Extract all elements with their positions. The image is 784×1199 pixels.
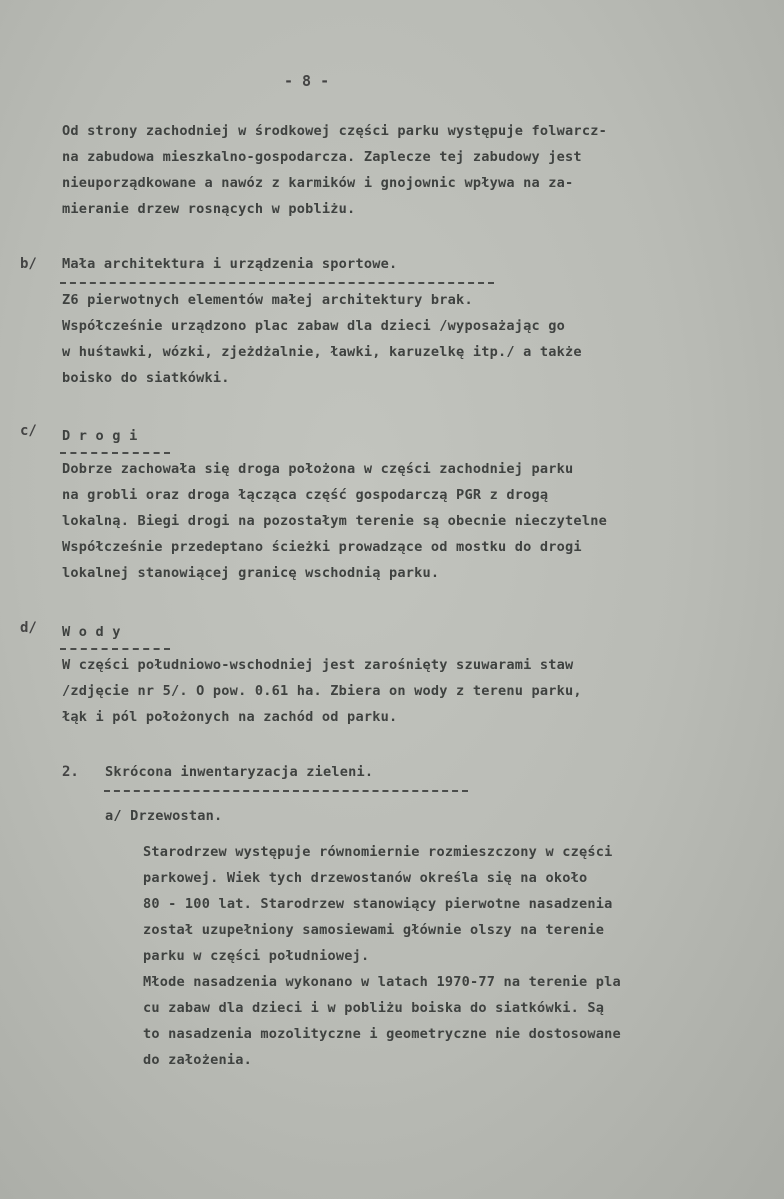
section-c-line: lokalnej stanowiącej granicę wschodnią parku. [62,565,440,581]
section-c-line: Współcześnie przedeptano ścieżki prowadzące od mostku do drogi [62,539,582,555]
section-c-line: lokalną. Biegi drogi na pozostałym terenie są obecnie nieczytelne [62,513,607,529]
section-2-heading: Skrócona inwentaryzacja zieleni. [105,764,374,780]
section-b-line: boisko do siatkówki. [62,370,230,386]
section-2-marker: 2. [62,764,79,780]
intro-line: na zabudowa mieszkalno-gospodarcza. Zaplecze tej zabudowy jest [62,149,582,165]
section-b-line: w huśtawki, wózki, zjeżdżalnie, ławki, karuzelkę itp./ a także [62,344,582,360]
section-b-heading: Mała architektura i urządzenia sportowe. [62,256,398,272]
section-c-line: na grobli oraz droga łącząca część gospodarczą PGR z drogą [62,487,549,503]
section-2-line: to nasadzenia mozolityczne i geometryczne nie dostosowane [143,1026,621,1042]
section-2-line: parku w części południowej. [143,948,370,964]
section-c-heading: D r o g i [62,428,138,444]
intro-line: mieranie drzew rosnących w pobliżu. [62,201,356,217]
section-b-line: Współcześnie urządzono plac zabaw dla dzieci /wyposażając go [62,318,566,334]
heading-underline [104,790,468,792]
intro-line: Od strony zachodniej w środkowej części parku występuje folwarcz- [62,123,607,139]
heading-underline [60,452,170,454]
section-d-line: W części południowo-wschodniej jest zarośnięty szuwarami staw [62,657,574,673]
heading-underline [60,282,494,284]
section-2-line: 80 - 100 lat. Starodrzew stanowiący pierwotne nasadzenia [143,896,613,912]
section-d-marker: d/ [20,620,37,636]
page-number: - 8 - [284,72,330,90]
section-d-line: /zdjęcie nr 5/. O pow. 0.61 ha. Zbiera on wody z terenu parku, [62,683,582,699]
section-2-line: został uzupełniony samosiewami głównie olszy na terenie [143,922,605,938]
section-b-line: Z6 pierwotnych elementów małej architektury brak. [62,292,473,308]
section-2-line: parkowej. Wiek tych drzewostanów określa się na około [143,870,588,886]
section-c-marker: c/ [20,423,37,439]
section-2-line: Młode nasadzenia wykonano w latach 1970-77 na terenie pla [143,974,621,990]
section-2-subheading: a/ Drzewostan. [105,808,223,824]
section-d-heading: W o d y [62,624,121,640]
section-c-line: Dobrze zachowała się droga położona w części zachodniej parku [62,461,574,477]
section-d-line: łąk i pól położonych na zachód od parku. [62,709,398,725]
intro-line: nieuporządkowane a nawóz z karmików i gnojownic wpływa na za- [62,175,574,191]
section-2-line: do założenia. [143,1052,252,1068]
section-2-line: cu zabaw dla dzieci i w pobliżu boiska do siatkówki. Są [143,1000,605,1016]
section-b-marker: b/ [20,256,37,272]
heading-underline [60,648,170,650]
section-2-line: Starodrzew występuje równomiernie rozmieszczony w części [143,844,613,860]
